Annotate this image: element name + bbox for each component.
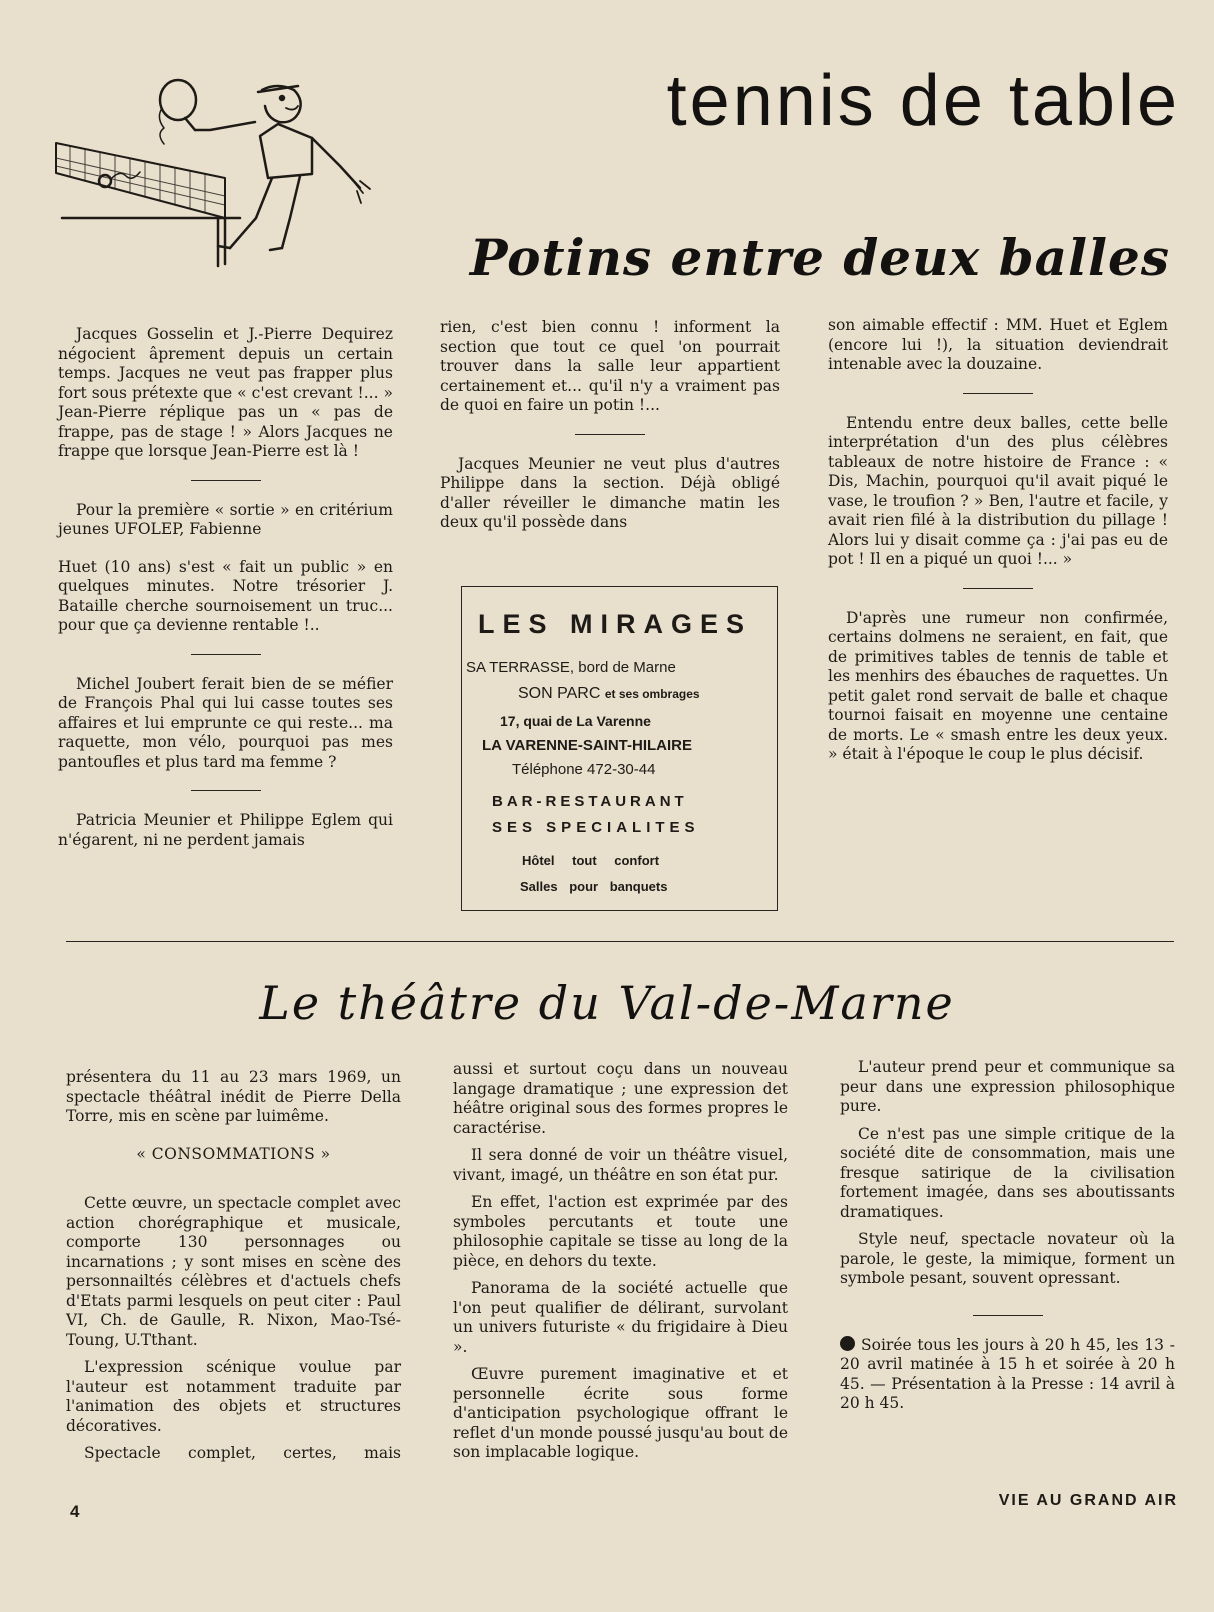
theatre-paragraph: aussi et surtout coçu dans un nouveau langage dramatique ; une expression det héâtre original sous des formes propres le caractérise. — [453, 1060, 788, 1137]
play-title: « CONSOMMATIONS » — [136, 1144, 331, 1163]
theatre-paragraph: présentera du 11 au 23 mars 1969, un spectacle théâtral inédit de Pierre Della Torre, mis en scène par luimême. — [66, 1068, 401, 1125]
ad-park-shade: et ses ombrages — [604, 687, 700, 701]
theatre-paragraph: L'auteur prend peur et communique sa peur dans une expression philosophique pure. — [840, 1058, 1175, 1115]
theatre-paragraph: Spectacle complet, certes, mais — [84, 1444, 401, 1462]
separator — [963, 393, 1033, 394]
gossip-column-3 — [828, 316, 1168, 783]
ad-bar-restaurant: BAR-RESTAURANT — [492, 793, 688, 810]
page-number: 4 — [70, 1502, 80, 1521]
ad-specialities: SES SPECIALITES — [492, 819, 700, 836]
page-title: tennis de table — [666, 61, 1180, 141]
theatre-paragraph: Panorama de la société actuelle que l'on peut qualifier de délirant, survolant un univers futuriste « du frigidaire à Dieu ». — [453, 1279, 788, 1356]
separator — [191, 790, 261, 791]
gossip-paragraph: Entendu entre deux balles, cette belle interprétation d'un des plus célèbres tableaux de notre histoire de France : « Dis, Machin, pourquoi qu'il avait piqué le vase, le troufion ? » Ben, l'autre et facile, y avait rien filé à la distribution du pillage ! Alors lui y disait comme ça : j'ai pas eu de pot ! Il en a piqué un quoi !... » — [828, 413, 1168, 568]
theatre-column-2 — [453, 1060, 788, 1471]
ad-phone: Téléphone 472-30-44 — [512, 761, 656, 778]
gossip-column-2 — [440, 318, 780, 551]
gossip-paragraph: rien, c'est bien connu ! informent la section que tout ce quel 'on pourrait trouver dans la salle leur appartient certainement et... qu'il n'y a vraiment pas de quoi en faire un potin !... — [440, 318, 780, 414]
ad-name: LES MIRAGES — [478, 609, 753, 639]
separator — [191, 480, 261, 481]
theatre-paragraph: Cette œuvre, un spectacle complet avec action chorégraphique et musicale, comporte 130 personnages ou incarnations ; y sont mises en scène des personnailtés célèbres et d'actuels chefs d'Etats parmi lesquels on peut citer : Paul VI, Ch. de Gaulle, R. Nixon, Mao-Tsé-Toung, U.Tthant. — [66, 1194, 401, 1349]
theatre-paragraph: Ce n'est pas une simple critique de la société dite de consommation, mais une fresque satirique de la civilisation fortement imagée, dans ses aboutissants dramatiques. — [840, 1124, 1175, 1221]
theatre-column-1 — [66, 1068, 401, 1472]
ad-address: 17, quai de La Varenne — [500, 713, 651, 729]
section-divider — [66, 941, 1174, 942]
ad-park — [518, 685, 700, 703]
separator — [575, 434, 645, 435]
gossip-paragraph: D'après une rumeur non confirmée, certains dolmens ne seraient, en fait, que de primitives tables de tennis de table et les menhirs des ébauches de raquettes. Un petit galet rond servait de balle et chaque tournoi faisait en moyenne une centaine de morts. Le « smash entre les deux yeux. » était à l'époque le coup le plus décisif. — [828, 608, 1168, 763]
ad-town: LA VARENNE-SAINT-HILAIRE — [482, 737, 692, 754]
theatre-paragraph: Œuvre purement imaginative et et personnelle écrite sous forme d'anticipation psychologique offrant le reflet d'un monde poussé jusqu'au bout de son implacable logique. — [453, 1365, 788, 1461]
gossip-paragraph: Patricia Meunier et Philippe Eglem qui n'égarent, ni ne perdent jamais — [58, 811, 393, 849]
theatre-column-3 — [840, 1058, 1175, 1422]
gossip-paragraph: Huet (10 ans) s'est « fait un public » en quelques minutes. Notre trésorier J. Bataille cherche sournoisement un truc... pour que ça devienne rentable !.. — [58, 557, 393, 634]
article-subtitle: Potins entre deux balles — [469, 228, 1170, 287]
ad-park-label: SON PARC — [518, 685, 601, 702]
separator — [191, 654, 261, 655]
ad-terrace: SA TERRASSE, bord de Marne — [466, 659, 676, 676]
separator — [973, 1315, 1043, 1316]
gossip-paragraph: Pour la première « sortie » en critérium jeunes UFOLEP, Fabienne — [58, 500, 393, 538]
ad-hotel: Hôtel tout confort — [522, 853, 660, 868]
ad-banquets: Salles pour banquets — [520, 879, 668, 894]
theatre-paragraph: En effet, l'action est exprimée par des symboles percutants et toute une philosophie capitale se tisse au long de la pièce, en dehors du texte. — [453, 1193, 788, 1270]
gossip-column-1 — [58, 325, 393, 868]
gossip-paragraph: Jacques Meunier ne veut plus d'autres Philippe dans la section. Déjà obligé d'aller réveiller le dimanche matin les deux qu'il possède dans — [440, 454, 780, 531]
theatre-paragraph: L'expression scénique voulue par l'auteur est notamment traduite par l'animation des objets et structures décoratives. — [66, 1358, 401, 1435]
gossip-paragraph: Jacques Gosselin et J.-Pierre Dequirez négocient âprement depuis un certain temps. Jacques ne veut pas frapper plus fort sous prétexte que « c'est crevant !... » Jean-Pierre réplique pas un « pas de frappe, pas de stage ! » Alors Jacques ne frappe que lorsque Jean-Pierre est là ! — [58, 325, 393, 460]
magazine-name: VIE AU GRAND AIR — [998, 1492, 1178, 1509]
separator — [963, 588, 1033, 589]
table-tennis-player-illustration — [50, 78, 390, 272]
schedule-text: Soirée tous les jours à 20 h 45, les 13 - 20 avril matinée à 15 h et soirée à 20 h 45. — Présentation à la Presse : 14 avril à 20 h 45. — [840, 1335, 1175, 1412]
theatre-paragraph: Il sera donné de voir un théâtre visuel, vivant, imagé, un théâtre en son état pur. — [453, 1146, 788, 1184]
gossip-paragraph: son aimable effectif : MM. Huet et Eglem (encore lui !), la situation deviendrait intenable avec la douzaine. — [828, 316, 1168, 373]
theatre-paragraph: Style neuf, spectacle novateur où la parole, le geste, la mimique, forment un symbole pesant, souvent opressant. — [840, 1230, 1175, 1287]
bullet-icon — [840, 1336, 855, 1351]
schedule — [840, 1336, 1175, 1414]
gossip-paragraph: Michel Joubert ferait bien de se méfier de François Phal qui lui casse toutes ses affaires et lui emprunte ce qui reste... ma raquette, mon vélo, pourquoi pas mes pantoufles et plus tard ma femme ? — [58, 674, 393, 771]
theatre-article-title: Le théâtre du Val-de-Marne — [259, 976, 955, 1030]
les-mirages-advertisement — [461, 586, 778, 911]
